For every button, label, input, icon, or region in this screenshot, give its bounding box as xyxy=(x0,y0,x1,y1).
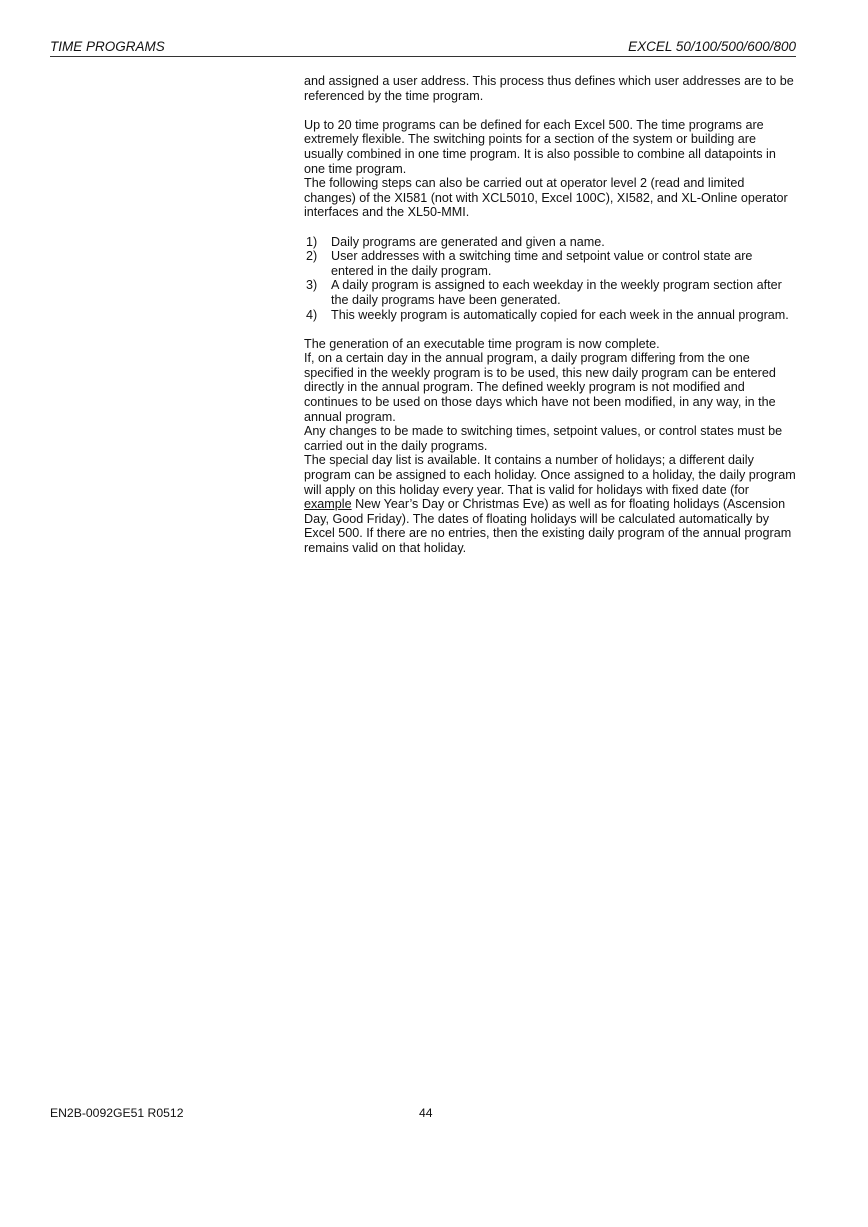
special-days-text-start: The special day list is available. It contains a number of holidays; a different daily program can be assigned to each holiday. Once assigned to a holiday, the daily program will apply on this holiday every year. That is valid for holidays with fixed date (for xyxy=(304,453,796,497)
document-code: EN2B-0092GE51 R0512 xyxy=(50,1106,184,1120)
step-text: Daily programs are generated and given a name. xyxy=(331,234,605,249)
operator-level-paragraph: The following steps can also be carried out at operator level 2 (read and limited changes) of the XI581 (not with XCL5010, Excel 100C), XI582, and XL-Online operator interfaces and the XL50-MMI. xyxy=(304,176,788,220)
step-number: 1) xyxy=(306,234,318,249)
step-text: A daily program is assigned to each weekday in the weekly program section after the daily programs have been generated. xyxy=(331,278,782,307)
body-text xyxy=(304,74,798,556)
step-text: This weekly program is automatically copied for each week in the annual program. xyxy=(331,307,789,322)
page-number: 44 xyxy=(419,1106,433,1120)
completion-paragraph: The generation of an executable time program is now complete. xyxy=(304,336,660,351)
list-item xyxy=(304,235,798,250)
page-header xyxy=(50,38,796,57)
step-text: User addresses with a switching time and setpoint value or control state are entered in the daily program. xyxy=(331,249,753,278)
special-days-paragraph xyxy=(304,453,798,555)
special-days-text-end: New Year’s Day or Christmas Eve) as well as for floating holidays (Ascension Day, Good Friday). The dates of floating holidays will be calculated automatically by Excel 500. If there are no entries, then the existing daily program of the annual program remains valid on that holiday. xyxy=(304,497,792,555)
section-title: TIME PROGRAMS xyxy=(50,39,165,54)
annual-program-paragraph: If, on a certain day in the annual program, a daily program differing from the one specified in the weekly program is to be used, this new daily program can be entered directly in the annual program. The defined weekly program is not modified and continues to be used on those days which have not been modified, in any way, in the annual program. xyxy=(304,351,776,424)
step-number: 3) xyxy=(306,278,318,293)
time-programs-paragraph: Up to 20 time programs can be defined for each Excel 500. The time programs are extremely flexible. The switching points for a section of the system or building are usually combined in one time program. It is also possible to combine all datapoints in one time program. xyxy=(304,117,776,176)
steps-list xyxy=(304,235,798,323)
list-item xyxy=(304,278,798,307)
example-link: example xyxy=(304,497,352,512)
changes-paragraph: Any changes to be made to switching times, setpoint values, or control states must be carried out in the daily programs. xyxy=(304,424,783,453)
step-number: 2) xyxy=(306,249,318,264)
list-item xyxy=(304,308,798,323)
intro-paragraph: and assigned a user address. This process thus defines which user addresses are to be referenced by the time program. xyxy=(304,74,794,103)
step-number: 4) xyxy=(306,307,318,322)
list-item xyxy=(304,249,798,278)
product-title: EXCEL 50/100/500/600/800 xyxy=(628,39,796,54)
